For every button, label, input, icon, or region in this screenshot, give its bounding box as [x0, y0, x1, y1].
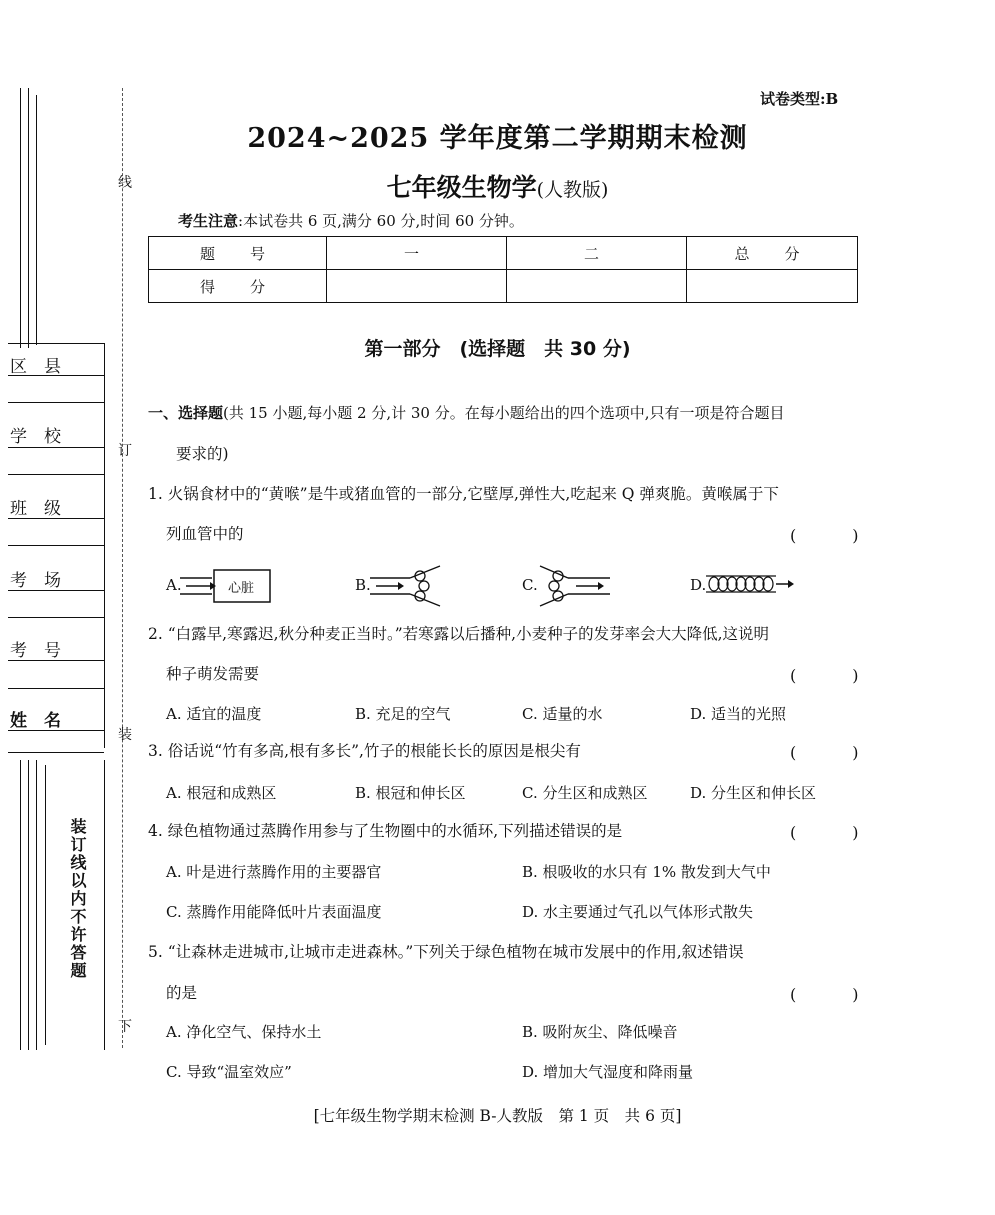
- q5-line1: 5. “让森林走进城市,让城市走进森林。”下列关于绿色植物在城市发展中的作用,叙述错误: [148, 943, 744, 961]
- score-cell-part2[interactable]: [507, 270, 687, 303]
- score-table-score-row: [149, 270, 858, 303]
- no-answer-note: 装订线以内不许答题: [68, 818, 87, 980]
- part1-title: 第一部分 (选择题 共 30 分): [364, 338, 631, 360]
- paper-type: 试卷类型:B: [760, 90, 839, 108]
- section-text-1: (共 15 小题,每小题 2 分,计 30 分。在每小题给出的四个选项中,只有一项是符合题目: [223, 404, 785, 422]
- q2-line2: 种子萌发需要: [166, 665, 260, 683]
- artery-to-capillary-icon: [370, 566, 442, 606]
- section-label: 一、选择题: [148, 404, 224, 422]
- cut-char-xia: 下: [118, 1019, 132, 1035]
- field-room-label: 考 场: [10, 571, 61, 591]
- q5-option-b: B. 吸附灰尘、降低噪音: [522, 1023, 678, 1041]
- q4-answer-blank[interactable]: ( ): [790, 823, 879, 842]
- exam-title: 2024~2025 学年度第二学期期末检测: [247, 123, 748, 154]
- exam-notice: [178, 210, 524, 231]
- cut-char-xian: 线: [118, 175, 132, 191]
- score-header-part2: 二: [507, 237, 687, 270]
- q4-option-b: B. 根吸收的水只有 1% 散发到大气中: [522, 863, 771, 881]
- q1-option-b-label: B.: [355, 576, 371, 594]
- q2-answer-blank[interactable]: ( ): [790, 666, 879, 685]
- q3-line1: 3. 俗话说“竹有多高,根有多长”,竹子的根能长长的原因是根尖有: [148, 742, 581, 760]
- q2-option-b: B. 充足的空气: [355, 705, 451, 723]
- q5-option-a: A. 净化空气、保持水土: [166, 1023, 322, 1041]
- subject-name: 七年级生物学: [386, 173, 537, 202]
- q3-option-b: B. 根冠和伸长区: [355, 784, 466, 802]
- q2-option-d: D. 适当的光照: [690, 705, 787, 723]
- q5-answer-blank[interactable]: ( ): [790, 985, 879, 1004]
- q3-option-c: C. 分生区和成熟区: [522, 784, 648, 802]
- q2-option-c: C. 适量的水: [522, 705, 603, 723]
- cut-char-zhuang: 装: [118, 727, 132, 743]
- q3-option-a: A. 根冠和成熟区: [166, 784, 277, 802]
- q2-option-a: A. 适宜的温度: [166, 705, 262, 723]
- q1-line2: 列血管中的: [166, 525, 244, 543]
- field-district-label: 区 县: [10, 357, 61, 377]
- q4-option-d: D. 水主要通过气孔以气体形式散失: [522, 903, 754, 921]
- score-row-label: 得 分: [149, 270, 327, 303]
- score-header-part1: 一: [327, 237, 507, 270]
- score-cell-total[interactable]: [687, 270, 858, 303]
- q1-heart-label: 心脏: [228, 581, 255, 596]
- q3-option-d: D. 分生区和伸长区: [690, 784, 817, 802]
- q1-option-a-label: A.: [166, 576, 182, 594]
- exam-subject: [0, 168, 995, 204]
- page-footer: [七年级生物学期末检测 B-人教版 第 1 页 共 6 页]: [313, 1107, 682, 1125]
- q4-option-c: C. 蒸腾作用能降低叶片表面温度: [166, 903, 382, 921]
- q2-line1: 2. “白露早,寒露迟,秋分种麦正当时。”若寒露以后播种,小麦种子的发芽率会大大降低,这说明: [148, 625, 770, 643]
- q1-answer-blank[interactable]: ( ): [790, 526, 879, 545]
- section-text-2: 要求的): [176, 445, 229, 463]
- capillary-to-vein-icon: [538, 566, 610, 606]
- score-table-header-row: [149, 237, 858, 270]
- field-school-label: 学 校: [10, 427, 61, 447]
- section-instructions: [148, 402, 785, 423]
- q4-line1: 4. 绿色植物通过蒸腾作用参与了生物圈中的水循环,下列描述错误的是: [148, 822, 623, 840]
- q5-option-d: D. 增加大气湿度和降雨量: [522, 1063, 694, 1081]
- score-cell-part1[interactable]: [327, 270, 507, 303]
- field-name-label: 姓 名: [10, 711, 61, 731]
- score-header-total: 总 分: [687, 237, 858, 270]
- q1-option-c-label: C.: [522, 576, 538, 594]
- notice-text: :本试卷共 6 页,满分 60 分,时间 60 分钟。: [238, 212, 524, 230]
- field-number-label: 考 号: [10, 641, 61, 661]
- score-table: [148, 236, 858, 303]
- cut-char-ding: 订: [118, 443, 132, 459]
- capillary-network-icon: [706, 570, 796, 598]
- q4-option-a: A. 叶是进行蒸腾作用的主要器官: [166, 863, 382, 881]
- q5-option-c: C. 导致“温室效应”: [166, 1063, 292, 1081]
- field-class-label: 班 级: [10, 499, 61, 519]
- q3-answer-blank[interactable]: ( ): [790, 743, 879, 762]
- edition-label: (人教版): [536, 179, 609, 201]
- score-header-number: 题 号: [149, 237, 327, 270]
- notice-label: 考生注意: [178, 212, 239, 230]
- artery-from-heart-icon: [180, 568, 272, 604]
- q1-option-d-label: D.: [690, 576, 707, 594]
- q1-line1: 1. 火锅食材中的“黄喉”是牛或猪血管的一部分,它壁厚,弹性大,吃起来 Q 弹爽脆。黄喉属于下: [148, 485, 779, 503]
- q5-line2: 的是: [166, 984, 198, 1002]
